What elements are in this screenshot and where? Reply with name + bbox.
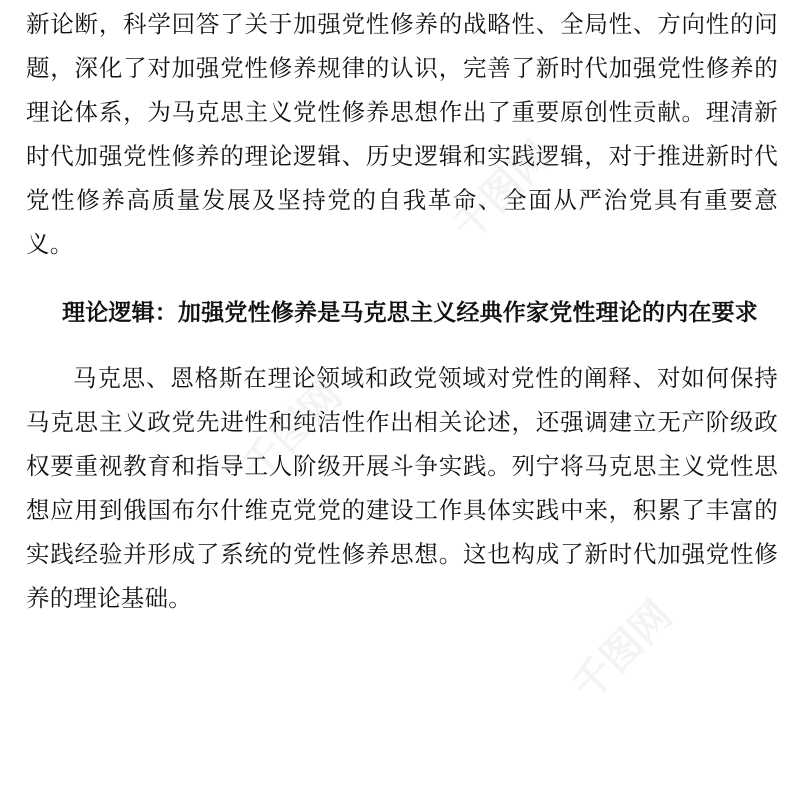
watermark: 千图网 — [443, 132, 562, 250]
spacer — [26, 348, 778, 356]
paragraph-body: 马克思、恩格斯在理论领域和政党领域对党性的阐释、对如何保持马克思主义政党先进性和纯洁性作出相关论述，还强调建立无产阶级政权要重视教育和指导工人阶级开展斗争实践。列宁将马克思主义党性思想应用到俄国布尔什维克党党的建设工作具体实践中来，积累了丰富的实践经验并形成了系统的党性修养思想。这也构成了新时代加强党性修养的理论基础。 — [26, 364, 778, 612]
spacer — [26, 266, 778, 274]
paragraph-intro: 新论断，科学回答了关于加强党性修养的战略性、全局性、方向性的问题，深化了对加强党性修养规律的认识，完善了新时代加强党性修养的理论体系，为马克思主义党性修养思想作出了重要原创性贡献。理清新时代加强党性修养的理论逻辑、历史逻辑和实践逻辑，对于推进新时代党性修养高质量发展及坚持党的自我革命、全面从严治党具有重要意义。 — [26, 10, 778, 258]
watermark: 千图网 — [563, 592, 682, 710]
watermark: 千图网 — [233, 372, 352, 490]
section-heading: 理论逻辑：加强党性修养是马克思主义经典作家党性理论的内在要求 — [62, 300, 758, 326]
